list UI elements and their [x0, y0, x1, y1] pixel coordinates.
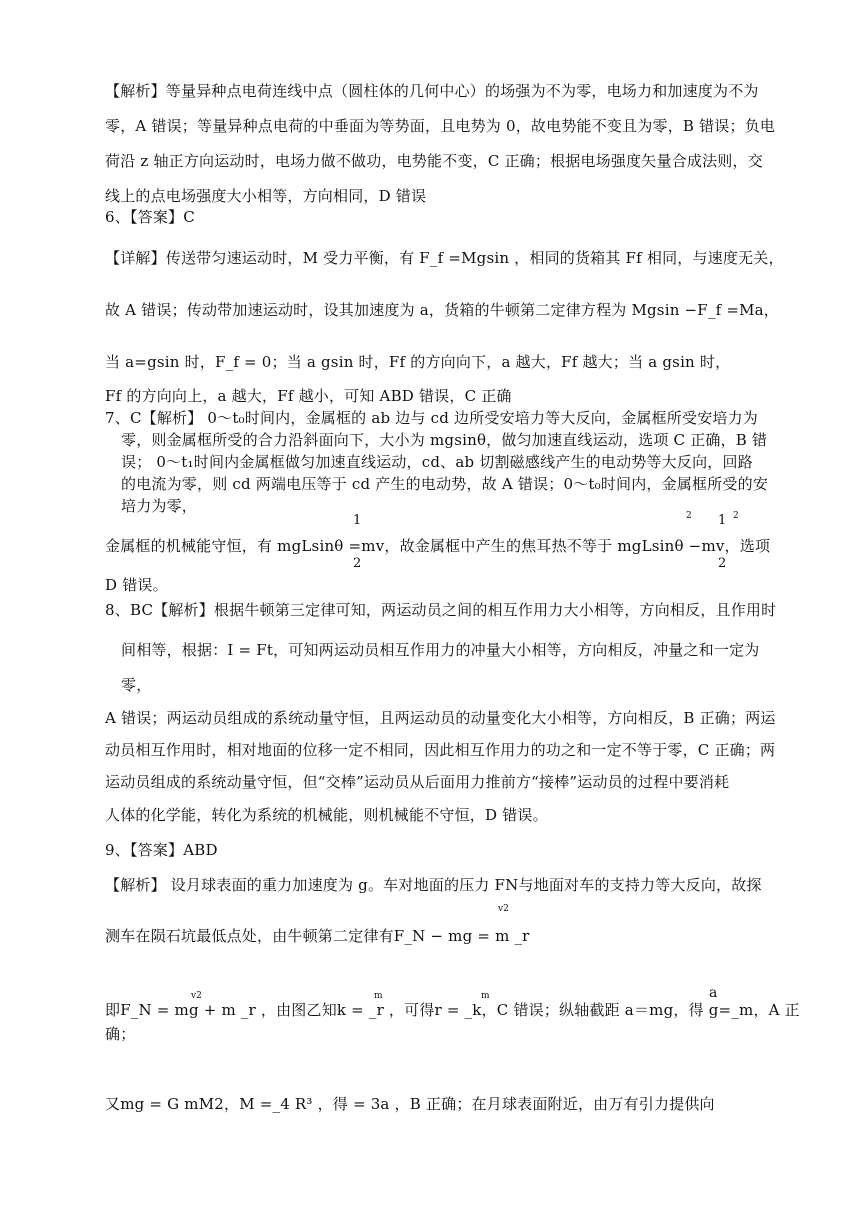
- text-line: 线上的点电场强度大小相等，方向相同，D 错误: [105, 187, 427, 205]
- fraction-denominator: 2: [353, 556, 362, 571]
- text-line: 当 a=gsin 时，F_f = 0；当 a gsin 时，Ff 的方向向下，a 越大，Ff 越大；当 a gsin 时，: [105, 353, 731, 371]
- text-line: 即F_N = mg + m _r ，由图乙知k = _r ，可得r = _k，C 错误；纵轴截距 a＝mg，得 g=_m，A 正: [105, 1001, 800, 1019]
- text-line: 零，: [121, 676, 152, 694]
- text-line: 人体的化学能，转化为系统的机械能，则机械能不守恒，D 错误。: [105, 806, 548, 824]
- text-line: 零，则金属框所受的合力沿斜面向下，大小为 mgsinθ，做匀加速直线运动，选项 C 正确，B 错: [121, 431, 768, 449]
- text-line: 测车在陨石坑最低点处，由牛顿第二定律有F_N − mg = m _r: [105, 927, 530, 945]
- fraction-superscript: v2: [498, 904, 509, 914]
- fraction-superscript: v2: [191, 991, 202, 1001]
- text-line: 【解析】 设月球表面的重力加速度为 g。车对地面的压力 FN与地面对车的支持力等大反向，故探: [105, 876, 762, 894]
- text-line: 金属框的机械能守恒，有 mgLsinθ =mv，故金属框中产生的焦耳热不等于 mgLsinθ −mv，选项: [105, 537, 771, 555]
- fraction-numerator: a: [709, 985, 718, 1001]
- answer-heading: 9、【答案】ABD: [105, 841, 218, 859]
- exponent: 2: [686, 511, 692, 521]
- fraction-superscript: m: [481, 991, 490, 1001]
- text-line: 零，A 错误；等量异种点电荷的中垂面为等势面，且电势为 0，故电势能不变且为零，B 错误；负电: [105, 117, 776, 135]
- text-line: 培力为零，: [121, 497, 198, 515]
- text-line: 8、BC【解析】根据牛顿第三定律可知，两运动员之间的相互作用力大小相等，方向相反，且作用时: [105, 601, 777, 619]
- text-line: 故 A 错误；传动带加速运动时，设其加速度为 a，货箱的牛顿第二定律方程为 Mgsin −F_f =Ma，: [105, 301, 780, 319]
- text-line: 运动员组成的系统动量守恒，但“交棒”运动员从后面用力推前方“接棒”运动员的过程中要消耗: [105, 773, 730, 791]
- text-line: 荷沿 z 轴正方向运动时，电场力做不做功，电势能不变，C 正确；根据电场强度矢量合成法则，交: [105, 152, 763, 170]
- text-line: 【详解】传送带匀速运动时，M 受力平衡，有 F_f =Mgsin ，相同的货箱其 Ff 相同，与速度无关，: [105, 249, 784, 267]
- fraction-numerator: 1: [718, 513, 727, 528]
- text-line: A 错误；两运动员组成的系统动量守恒，且两运动员的动量变化大小相等，方向相反，B 正确；两运: [105, 709, 776, 727]
- text-line: 确；: [105, 1025, 136, 1043]
- answer-heading: 6、【答案】C: [105, 208, 195, 226]
- text-line: Ff 的方向向上，a 越大，Ff 越小，可知 ABD 错误，C 正确: [105, 387, 512, 405]
- text-line: 7、C【解析】 0～t₀时间内，金属框的 ab 边与 cd 边所受安培力等大反向，金属框所受安培力为: [105, 409, 758, 427]
- fraction-numerator: 1: [353, 513, 362, 528]
- text-line: 的电流为零，则 cd 两端电压等于 cd 产生的电动势，故 A 错误；0～t₀时间内，金属框所受的安: [121, 475, 769, 493]
- text-line: 【解析】等量异种点电荷连线中点（圆柱体的几何中心）的场强为不为零，电场力和加速度为不为: [105, 82, 759, 100]
- text-line: 又mg = G mM2，M =_4 R³ ，得 = 3a ，B 正确；在月球表面附近，由万有引力提供向: [105, 1095, 715, 1113]
- text-line: D 错误。: [105, 576, 168, 594]
- text-line: 间相等，根据：I = Ft，可知两运动员相互作用力的冲量大小相等，方向相反，冲量之和一定为: [121, 641, 760, 659]
- text-line: 动员相互作用时，相对地面的位移一定不相同，因此相互作用力的功之和一定不等于零，C 正确；两: [105, 741, 776, 759]
- text-line: 误； 0～t₁时间内金属框做匀加速直线运动，cd、ab 切割磁感线产生的电动势等大反向，回路: [121, 453, 753, 471]
- exponent: 2: [733, 511, 739, 521]
- fraction-superscript: m: [374, 991, 383, 1001]
- fraction-denominator: 2: [718, 556, 727, 571]
